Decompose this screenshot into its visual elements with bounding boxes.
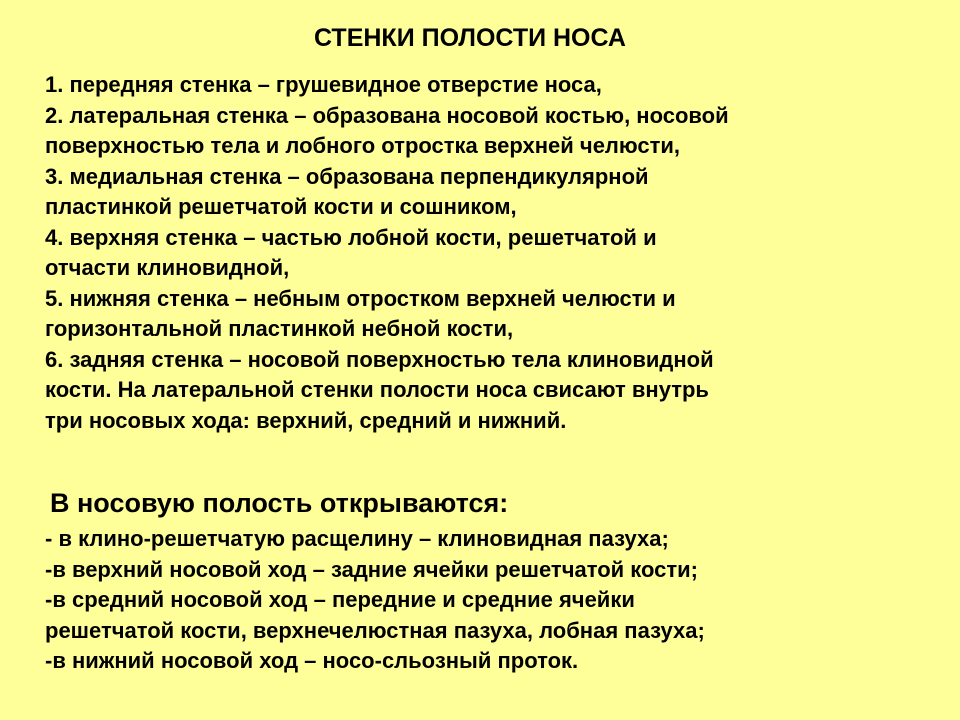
walls-line: пластинкой решетчатой кости и сошником, bbox=[45, 194, 517, 219]
walls-list bbox=[45, 70, 925, 436]
walls-line: отчасти клиновидной, bbox=[45, 255, 290, 280]
walls-line: кости. На латеральной стенки полости носа свисают внутрь bbox=[45, 377, 709, 402]
openings-list bbox=[45, 524, 925, 677]
openings-line: решетчатой кости, верхнечелюстная пазуха, лобная пазуха; bbox=[45, 617, 705, 643]
openings-line: - в клино-решетчатую расщелину – клиновидная пазуха; bbox=[45, 526, 669, 551]
openings-line: -в средний носовой ход – передние и средние ячейки bbox=[45, 587, 635, 612]
walls-line: 1. передняя стенка – грушевидное отверстие носа, bbox=[45, 72, 602, 97]
walls-line: три носовых хода: верхний, средний и нижний. bbox=[45, 407, 567, 433]
openings-line: -в верхний носовой ход – задние ячейки решетчатой кости; bbox=[45, 556, 698, 582]
walls-line: 3. медиальная стенка – образована перпендикулярной bbox=[45, 163, 649, 189]
walls-line: 6. задняя стенка – носовой поверхностью тела клиновидной bbox=[45, 346, 714, 372]
walls-line: горизонтальной пластинкой небной кости, bbox=[45, 316, 514, 341]
walls-line: 2. латеральная стенка – образована носовой костью, носовой bbox=[45, 102, 729, 128]
walls-line: поверхностью тела и лобного отростка верхней челюсти, bbox=[45, 133, 681, 158]
slide-title: СТЕНКИ ПОЛОСТИ НОСА bbox=[314, 24, 626, 52]
walls-line: 4. верхняя стенка – частью лобной кости, решетчатой и bbox=[45, 224, 657, 250]
openings-heading: В носовую полость открываются: bbox=[50, 488, 509, 518]
walls-line: 5. нижняя стенка – небным отростком верхней челюсти и bbox=[45, 285, 676, 311]
openings-line: -в нижний носовой ход – носо-сльозный проток. bbox=[45, 648, 579, 673]
